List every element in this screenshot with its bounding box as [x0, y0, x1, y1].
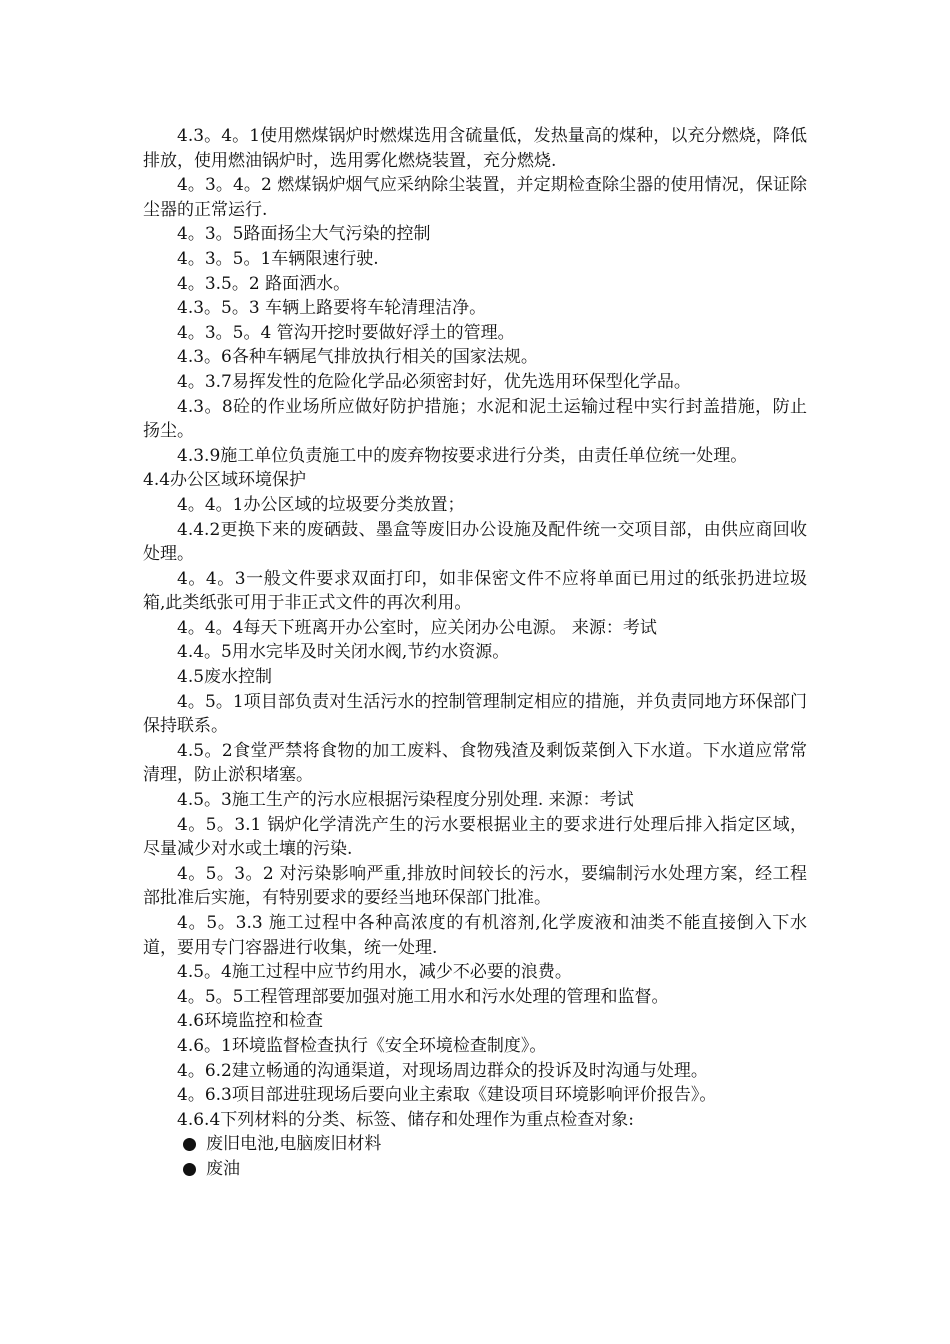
- paragraph: 4。5。5工程管理部要加强对施工用水和污水处理的管理和监督。: [177, 986, 669, 1007]
- paragraph: 4.4.2更换下来的废硒鼓、墨盒等废旧办公设施及配件统一交项目部，由供应商回收处理。: [143, 519, 807, 565]
- paragraph: 4。5。3.3 施工过程中各种高浓度的有机溶剂,化学废液和油类不能直接倒入下水道，要用专门容器进行收集，统一处理.: [143, 913, 807, 958]
- paragraph: 4.3。5。3 车辆上路要将车轮清理洁净。: [177, 298, 487, 319]
- paragraph: 4.6。1环境监督检查执行《安全环境检查制度》。: [177, 1035, 547, 1056]
- paragraph: 4。5。1项目部负责对生活污水的控制管理制定相应的措施，并负责同地方环保部门保持联系。: [143, 691, 807, 737]
- paragraph: 4.4。5用水完毕及时关闭水阀,节约水资源。: [177, 642, 510, 663]
- paragraph: 4。3。5。4 管沟开挖时要做好浮土的管理。: [177, 322, 515, 343]
- bullet-text: 废旧电池,电脑废旧材料: [206, 1134, 382, 1155]
- paragraph: 4.5。4施工过程中应节约用水，减少不必要的浪费。: [177, 962, 572, 983]
- bullet-list: [143, 1132, 807, 1181]
- paragraph: 4.3。6各种车辆尾气排放执行相关的国家法规。: [177, 347, 538, 368]
- paragraph-list: [143, 124, 807, 1132]
- paragraph: 4.6.4下列材料的分类、标签、储存和处理作为重点检查对象:: [177, 1109, 634, 1130]
- paragraph: 4.5。2食堂严禁将食物的加工废料、食物残渣及剩饭菜倒入下水道。下水道应常常清理，防止淤积堵塞。: [143, 740, 807, 786]
- paragraph: 4。3.5。2 路面洒水。: [177, 273, 351, 294]
- bullet-item: [143, 1157, 807, 1182]
- bullet-dot-icon: [183, 1163, 196, 1176]
- paragraph: 4。4。4每天下班离开办公室时，应关闭办公电源。 来源：考试: [177, 617, 657, 638]
- paragraph: 4。5。3.1 锅炉化学清洗产生的污水要根据业主的要求进行处理后排入指定区域，尽量减少对水或土壤的污染.: [143, 814, 807, 860]
- paragraph: 4.5。3施工生产的污水应根据污染程度分别处理. 来源：考试: [177, 790, 634, 811]
- bullet-dot-icon: [183, 1138, 196, 1151]
- paragraph: 4.4办公区域环境保护: [143, 470, 307, 491]
- paragraph: 4。5。3。2 对污染影响严重,排放时间较长的污水，要编制污水处理方案，经工程部批准后实施，有特别要求的要经当地环保部门批准。: [143, 863, 807, 909]
- paragraph: 4。6.2建立畅通的沟通渠道，对现场周边群众的投诉及时沟通与处理。: [177, 1060, 708, 1081]
- paragraph: 4。3.7易挥发性的危险化学品必须密封好，优先选用环保型化学品。: [177, 371, 691, 392]
- paragraph: 4.3。8砼的作业场所应做好防护措施；水泥和泥土运输过程中实行封盖措施，防止扬尘。: [143, 396, 807, 442]
- document-body: [143, 124, 807, 1182]
- paragraph: 4。4。3一般文件要求双面打印，如非保密文件不应将单面已用过的纸张扔进垃圾箱,此类纸张可用于非正式文件的再次利用。: [143, 568, 807, 614]
- bullet-text: 废油: [206, 1158, 240, 1179]
- paragraph: 4.3。4。1使用燃煤锅炉时燃煤选用含硫量低，发热量高的煤种，以充分燃烧，降低排放，使用燃油锅炉时，选用雾化燃烧装置，充分燃烧.: [143, 126, 807, 171]
- paragraph: 4。6.3项目部进驻现场后要向业主索取《建设项目环境影响评价报告》。: [177, 1085, 717, 1106]
- paragraph: 4。3。4。2 燃煤锅炉烟气应采纳除尘装置，并定期检查除尘器的使用情况，保证除尘器的正常运行.: [143, 175, 807, 220]
- paragraph: 4.6环境监控和检查: [177, 1011, 324, 1032]
- paragraph: 4。3。5。1车辆限速行驶.: [177, 248, 379, 269]
- paragraph: 4.5废水控制: [177, 667, 273, 688]
- paragraph: 4。4。1办公区域的垃圾要分类放置；: [177, 494, 465, 515]
- paragraph: 4。3。5路面扬尘大气污染的控制: [177, 224, 431, 245]
- paragraph: 4.3.9施工单位负责施工中的废弃物按要求进行分类，由责任单位统一处理。: [177, 445, 748, 466]
- bullet-item: [143, 1132, 807, 1157]
